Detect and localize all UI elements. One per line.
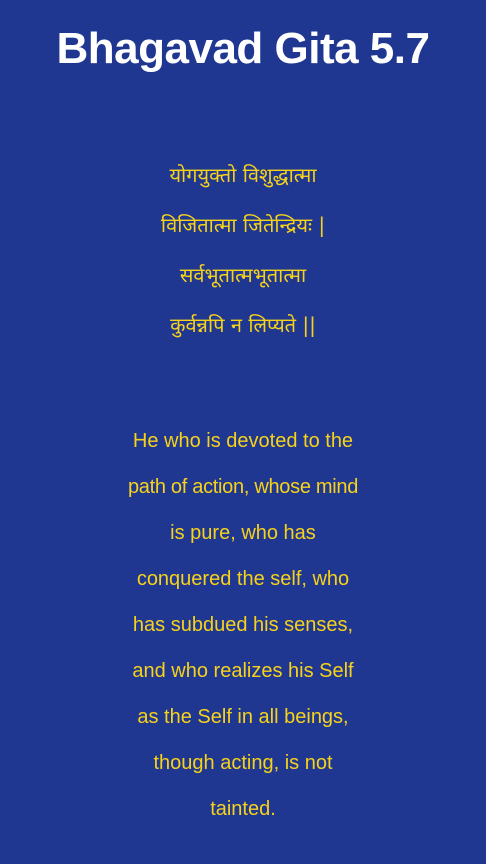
verse-line-4: कुर्वन्नपि न लिप्यते || (170, 313, 316, 337)
sanskrit-verse (0, 150, 486, 350)
verse-line-1: योगयुक्तो विशुद्धात्मा (169, 163, 317, 187)
translation-line-3: is pure, who has (170, 522, 316, 544)
verse-line-3: सर्वभूतात्मभूतात्मा (179, 263, 307, 287)
translation-line-9: tainted. (210, 798, 276, 820)
translation-line-7: as the Self in all beings, (137, 706, 349, 728)
translation-line-4: conquered the self, who (136, 568, 350, 590)
translation-line-5: has subdued his senses, (132, 614, 354, 636)
translation-line-6: and who realizes his Self (132, 660, 354, 682)
translation-line-8: though acting, is not (153, 752, 333, 774)
translation-line-2: path of action, whose mind (127, 476, 359, 498)
translation-line-1: He who is devoted to the (132, 430, 354, 452)
english-translation (0, 418, 486, 832)
verse-line-2: विजितात्मा जितेन्द्रियः | (160, 213, 326, 237)
page-title: Bhagavad Gita 5.7 (56, 24, 430, 73)
